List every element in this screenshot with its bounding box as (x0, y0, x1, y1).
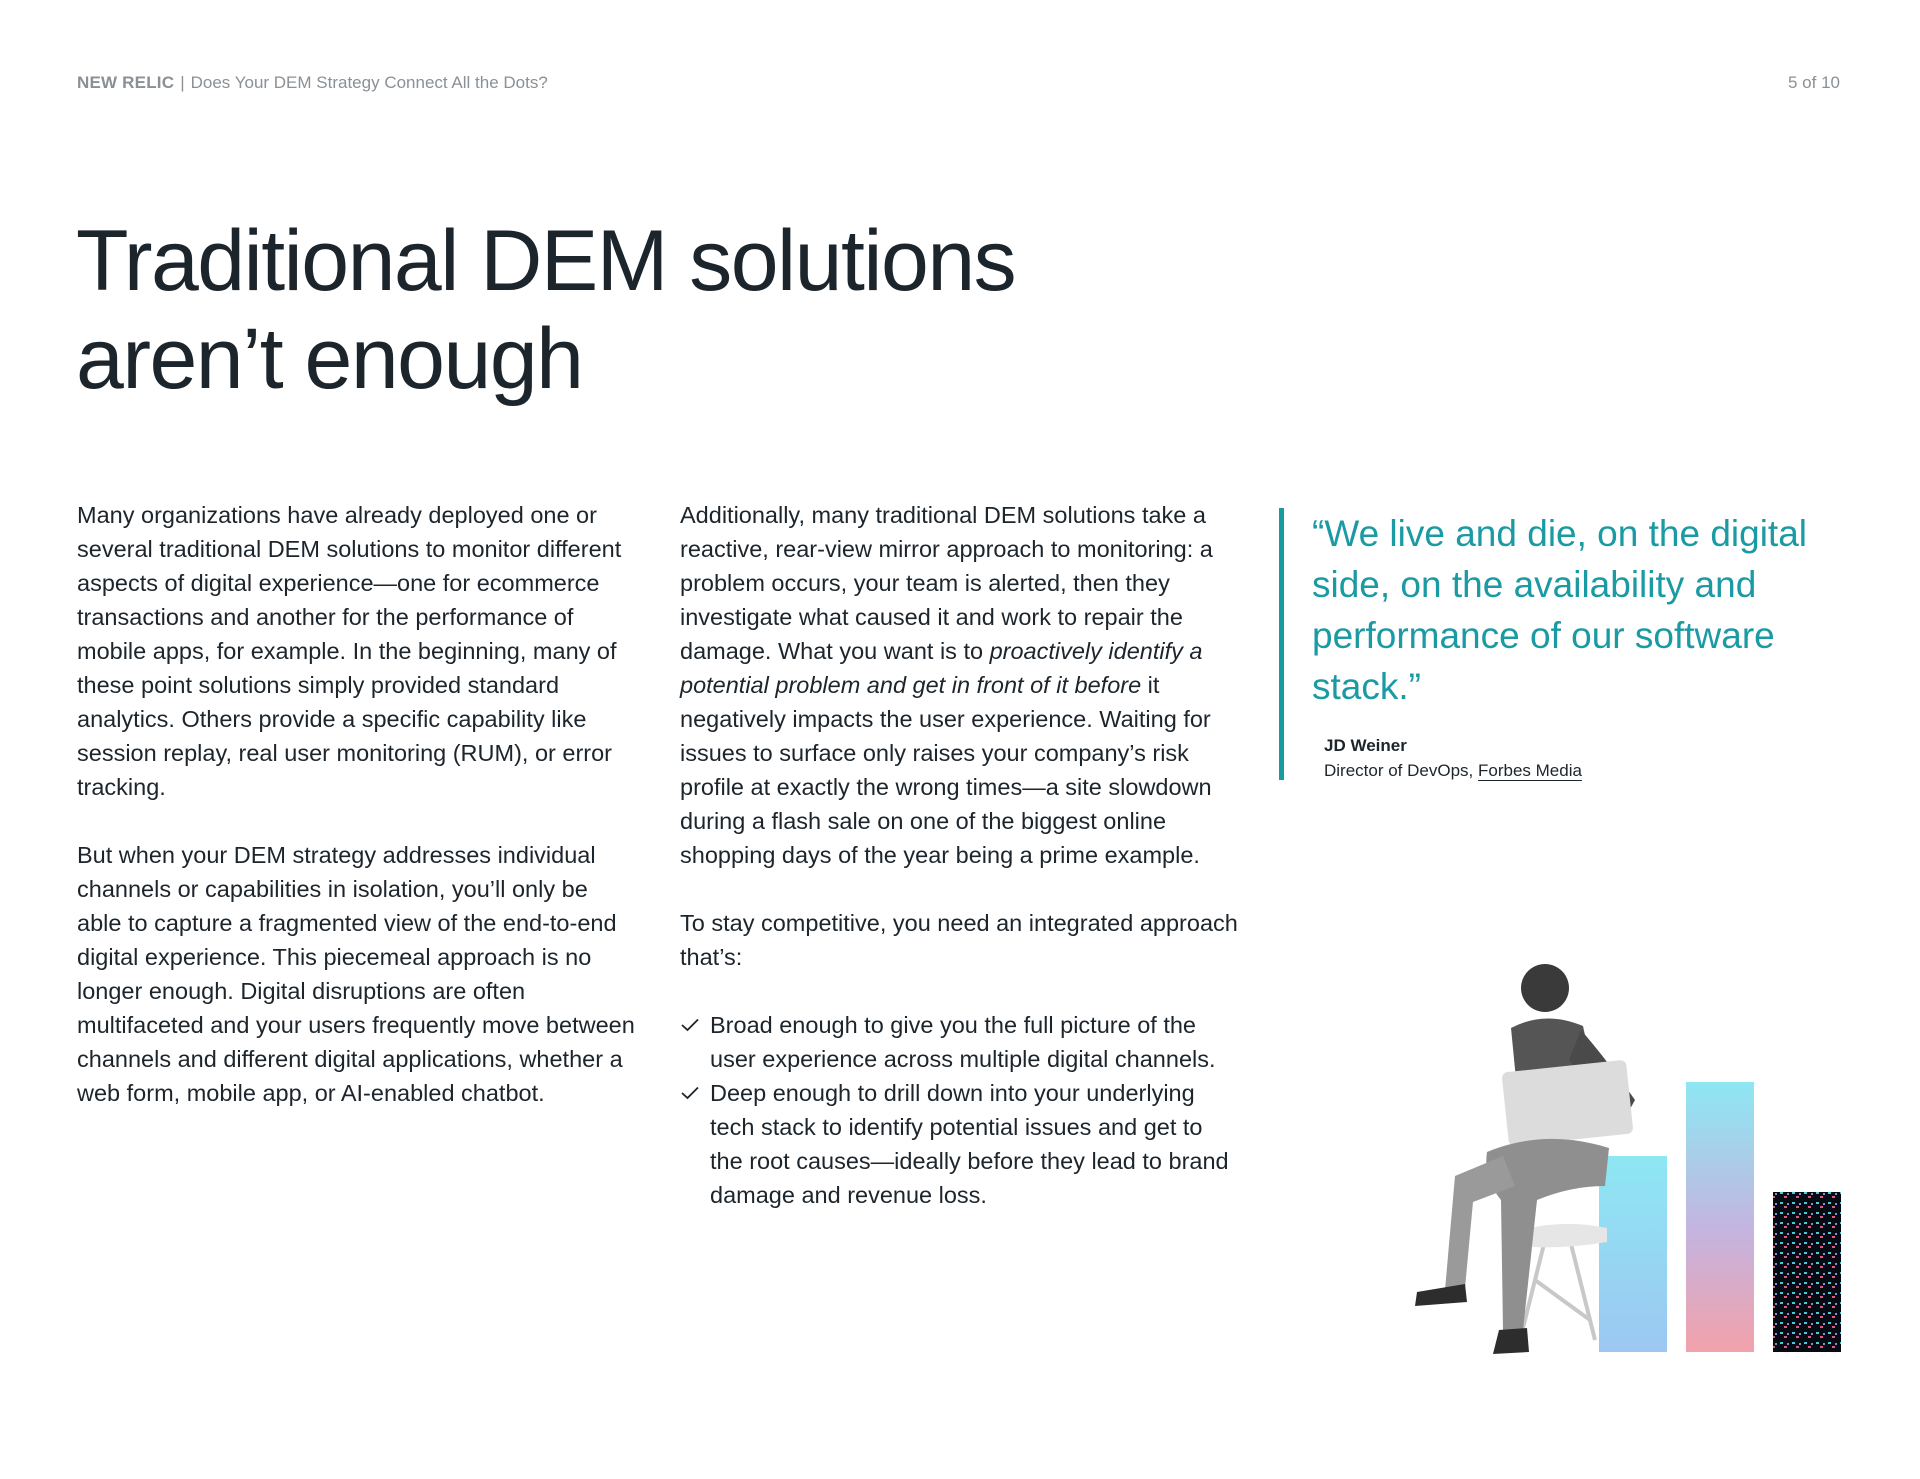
page-number: 5 of 10 (1788, 73, 1840, 92)
header-separator: | (180, 73, 185, 92)
quote-author: JD Weiner (1324, 736, 1407, 755)
person-shoe (1493, 1328, 1529, 1354)
running-header (77, 73, 548, 93)
emphasis-text: proactively identify a potential problem and get in front of it before (680, 638, 1203, 698)
chart-bar-tall (1686, 1082, 1754, 1352)
body-column-left (77, 498, 637, 1144)
document-title: Does Your DEM Strategy Connect All the Dots? (190, 73, 548, 92)
quote-author-title: Director of DevOps, Forbes Media (1324, 761, 1582, 780)
chart-bar-pixel (1773, 1192, 1841, 1352)
person-shoe (1415, 1284, 1467, 1306)
list-item: Broad enough to give you the full picture of the user experience across multiple digital channels. (680, 1008, 1240, 1076)
paragraph: Additionally, many traditional DEM solutions take a reactive, rear-view mirror approach to monitoring: a problem occurs, your team is alerted, then they investigate what caused it and work to repair the damage. What you want is to proactively identify a potential problem and get in front of it before it negatively impacts the user experience. Waiting for issues to surface only raises your company’s risk profile at exactly the wrong times—a site slowdown during a flash sale on one of the biggest online shopping days of the year being a prime example. (680, 502, 1213, 868)
chart-bar-short (1599, 1156, 1667, 1352)
check-icon (680, 1017, 700, 1033)
check-icon (680, 1085, 700, 1101)
title-line-2: aren’t enough (76, 311, 583, 407)
paragraph: But when your DEM strategy addresses individual channels or capabilities in isolation, you’ll only be able to capture a fragmented view of the end-to-end digital experience. This piecemeal approach is no longer enough. Digital disruptions are often multifaceted and your users frequently move between channels and different digital applications, whether a web form, mobile app, or AI-enabled chatbot. (77, 842, 635, 1106)
chair (1520, 1240, 1595, 1340)
person-with-laptop-illustration (1395, 950, 1845, 1400)
brand-label: NEW RELIC (77, 73, 175, 92)
title-line-1: Traditional DEM solutions (76, 213, 1016, 309)
list-item: Deep enough to drill down into your underlying tech stack to identify potential issues and get to the root causes—ideally before they lead to brand damage and revenue loss. (680, 1076, 1240, 1212)
person-head (1521, 964, 1569, 1012)
page-title (76, 212, 1176, 408)
checklist (680, 1008, 1240, 1212)
laptop (1501, 1060, 1633, 1147)
paragraph: Many organizations have already deployed one or several traditional DEM solutions to monitor different aspects of digital experience—one for ecommerce transactions and another for the performance of mobile apps, for example. In the beginning, many of these point solutions simply provided standard analytics. Others provide a specific capability like session replay, real user monitoring (RUM), or error tracking. (77, 502, 622, 800)
body-column-middle (680, 498, 1240, 1212)
company-link[interactable]: Forbes Media (1478, 761, 1582, 780)
quote-text: “We live and die, on the digital side, on the availability and performance of our software stack.” (1312, 513, 1808, 707)
pull-quote (1279, 508, 1844, 780)
paragraph: To stay competitive, you need an integrated approach that’s: (680, 910, 1238, 970)
